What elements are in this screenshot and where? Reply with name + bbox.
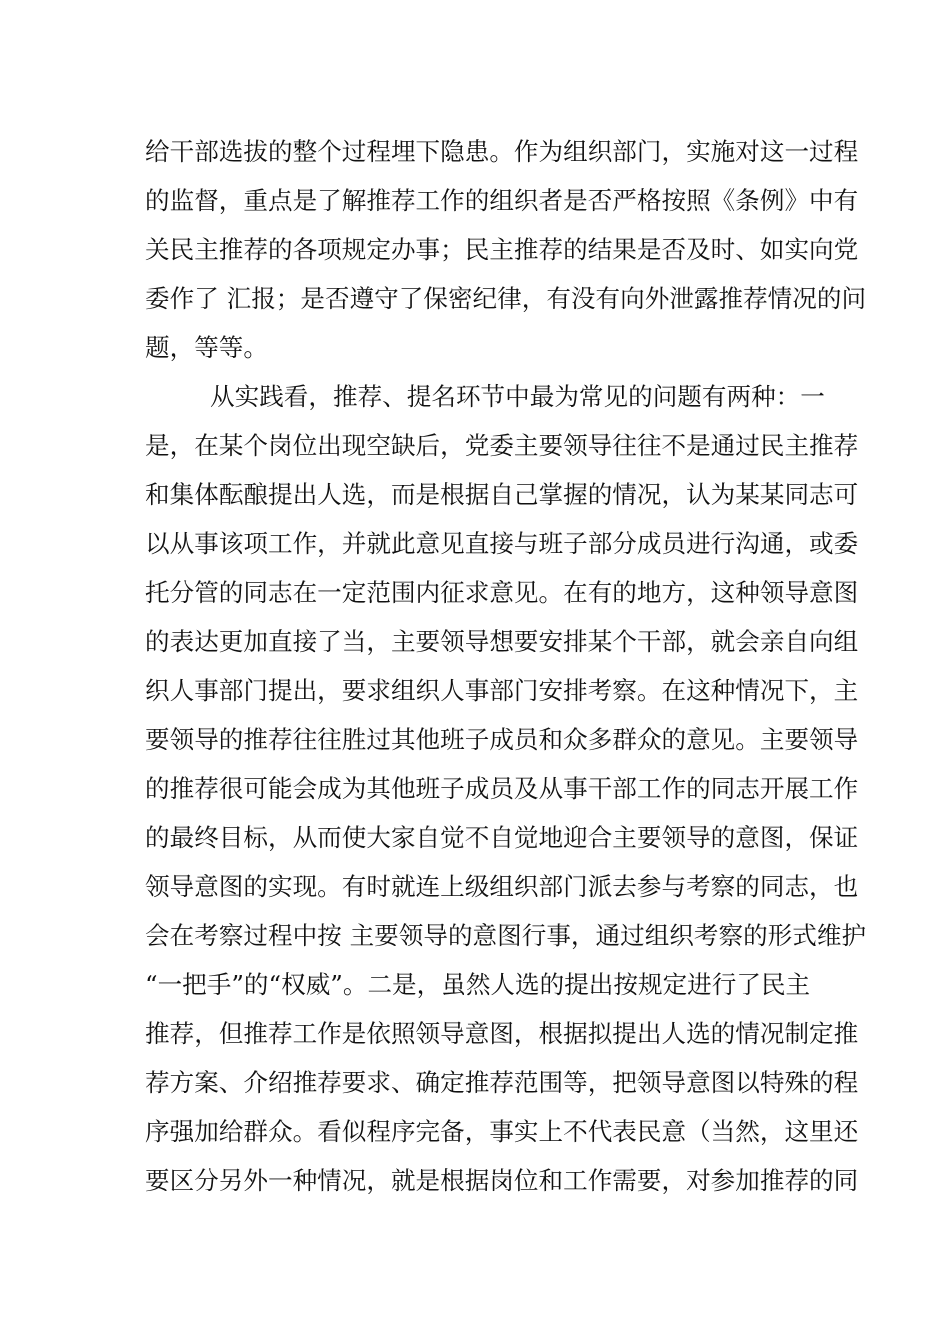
text-line: 委作了 汇报；是否遵守了保密纪律，有没有向外泄露推荐情况的问 — [145, 284, 867, 313]
text-line: 的最终目标，从而使大家自觉不自觉地迎合主要领导的意图，保证 — [145, 823, 859, 852]
text-line: 从实践看，推荐、提名环节中最为常见的问题有两种：一 — [210, 382, 825, 411]
text-line: 推荐，但推荐工作是依照领导意图，根据拟提出人选的情况制定推 — [145, 1019, 859, 1048]
text-line: 给干部选拔的整个过程埋下隐患。作为组织部门，实施对这一过程 — [145, 137, 859, 166]
text-line: 和集体酝酿提出人选，而是根据自己掌握的情况，认为某某同志可 — [145, 480, 859, 509]
paragraph-1 — [145, 127, 867, 372]
text-line: 的推荐很可能会成为其他班子成员及从事干部工作的同志开展工作 — [145, 774, 859, 803]
text-line: 以从事该项工作，并就此意见直接与班子部分成员进行沟通，或委 — [145, 529, 859, 558]
text-line: 领导意图的实现。有时就连上级组织部门派去参与考察的同志，也 — [145, 872, 859, 901]
text-line: 荐方案、介绍推荐要求、确定推荐范围等，把领导意图以特殊的程 — [145, 1068, 859, 1097]
body-text — [145, 127, 867, 1205]
text-line: “一把手”的“权威”。二是，虽然人选的提出按规定进行了民主 — [145, 970, 811, 999]
text-line: 题，等等。 — [145, 333, 268, 362]
text-line: 托分管的同志在一定范围内征求意见。在有的地方，这种领导意图 — [145, 578, 859, 607]
text-line: 关民主推荐的各项规定办事；民主推荐的结果是否及时、如实向党 — [145, 235, 859, 264]
text-line: 的表达更加直接了当，主要领导想要安排某个干部，就会亲自向组 — [145, 627, 859, 656]
text-line: 会在考察过程中按 主要领导的意图行事，通过组织考察的形式维护 — [145, 921, 867, 950]
text-line: 的监督，重点是了解推荐工作的组织者是否严格按照《条例》中有 — [145, 186, 859, 215]
text-line: 织人事部门提出，要求组织人事部门安排考察。在这种情况下，主 — [145, 676, 859, 705]
paragraph-2 — [145, 372, 867, 1205]
text-line: 要区分另外一种情况，就是根据岗位和工作需要，对参加推荐的同 — [145, 1166, 859, 1195]
text-line: 是，在某个岗位出现空缺后，党委主要领导往往不是通过民主推荐 — [145, 431, 859, 460]
text-line: 要领导的推荐往往胜过其他班子成员和众多群众的意见。主要领导 — [145, 725, 859, 754]
text-line: 序强加给群众。看似程序完备，事实上不代表民意（当然，这里还 — [145, 1117, 859, 1146]
